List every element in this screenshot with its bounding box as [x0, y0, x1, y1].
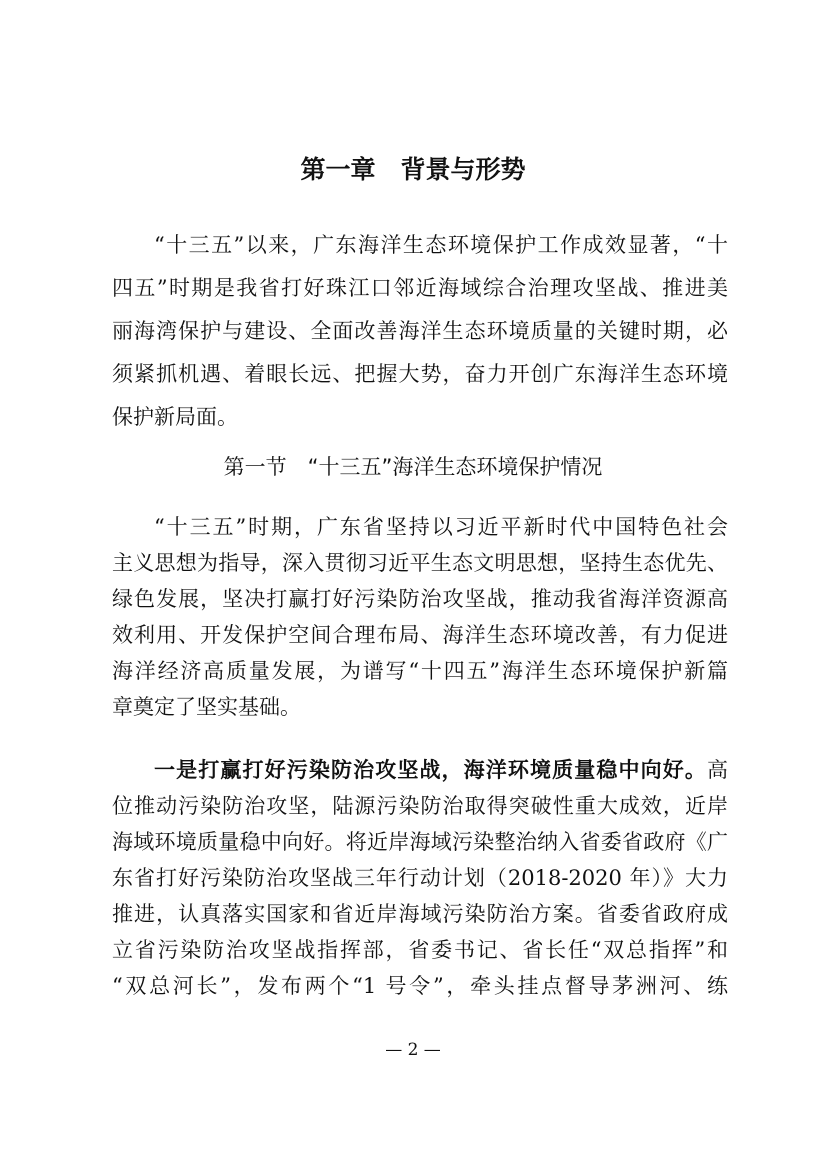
text-line: 须紧抓机遇、着眼长远、把握大势，奋力开创广东海洋生态环境 [112, 362, 728, 386]
text-line: 丽海湾保护与建设、全面改善海洋生态环境质量的关键时期，必 [112, 319, 728, 343]
text-line: 海洋经济高质量发展，为谱写“十四五”海洋生态环境保护新篇 [112, 659, 728, 683]
page-number: — 2 — [385, 1040, 441, 1060]
text-line: 保护新局面。 [112, 405, 238, 429]
text-line: 四五”时期是我省打好珠江口邻近海域综合治理攻坚战、推进美 [112, 276, 728, 300]
text-line: 主义思想为指导，深入贯彻习近平生态文明思想，坚持生态优先、 [112, 551, 728, 575]
text-line: 东省打好污染防治攻坚战三年行动计划（2018-2020 年）》大力 [112, 866, 728, 890]
section-title: 第一节 “十三五”海洋生态环境保护情况 [223, 455, 603, 479]
section-paragraph [112, 509, 728, 725]
text-line: 推进，认真落实国家和省近岸海域污染防治方案。省委省政府成 [112, 902, 728, 926]
text-line: 位推动污染防治攻坚，陆源污染防治取得突破性重大成效，近岸 [112, 794, 728, 818]
text-line: “十三五”以来，广东海洋生态环境保护工作成效显著，“十 [154, 233, 728, 257]
text-line: 海域环境质量稳中向好。将近岸海域污染整治纳入省委省政府《广 [112, 830, 728, 854]
intro-paragraph [112, 224, 728, 439]
text-line: 绿色发展，坚决打赢打好污染防治攻坚战，推动我省海洋资源高 [112, 587, 728, 611]
text-line: “十三五”时期，广东省坚持以习近平新时代中国特色社会 [154, 515, 728, 539]
text-fragment: 高 [707, 758, 728, 782]
point-heading: 一是打赢打好污染防治攻坚战，海洋环境质量稳中向好。 [154, 757, 707, 782]
text-line: 效利用、开发保护空间合理布局、海洋生态环境改善，有力促进 [112, 623, 728, 647]
text-line: 立省污染防治攻坚战指挥部，省委书记、省长任“双总指挥”和 [112, 938, 728, 962]
chapter-title: 第一章 背景与形势 [300, 155, 526, 184]
text-line: “双总河长”，发布两个“1 号令”，牵头挂点督导茅洲河、练 [112, 974, 728, 998]
point-one-paragraph [112, 752, 728, 1004]
text-line [112, 752, 728, 788]
text-line: 章奠定了坚实基础。 [112, 695, 301, 719]
